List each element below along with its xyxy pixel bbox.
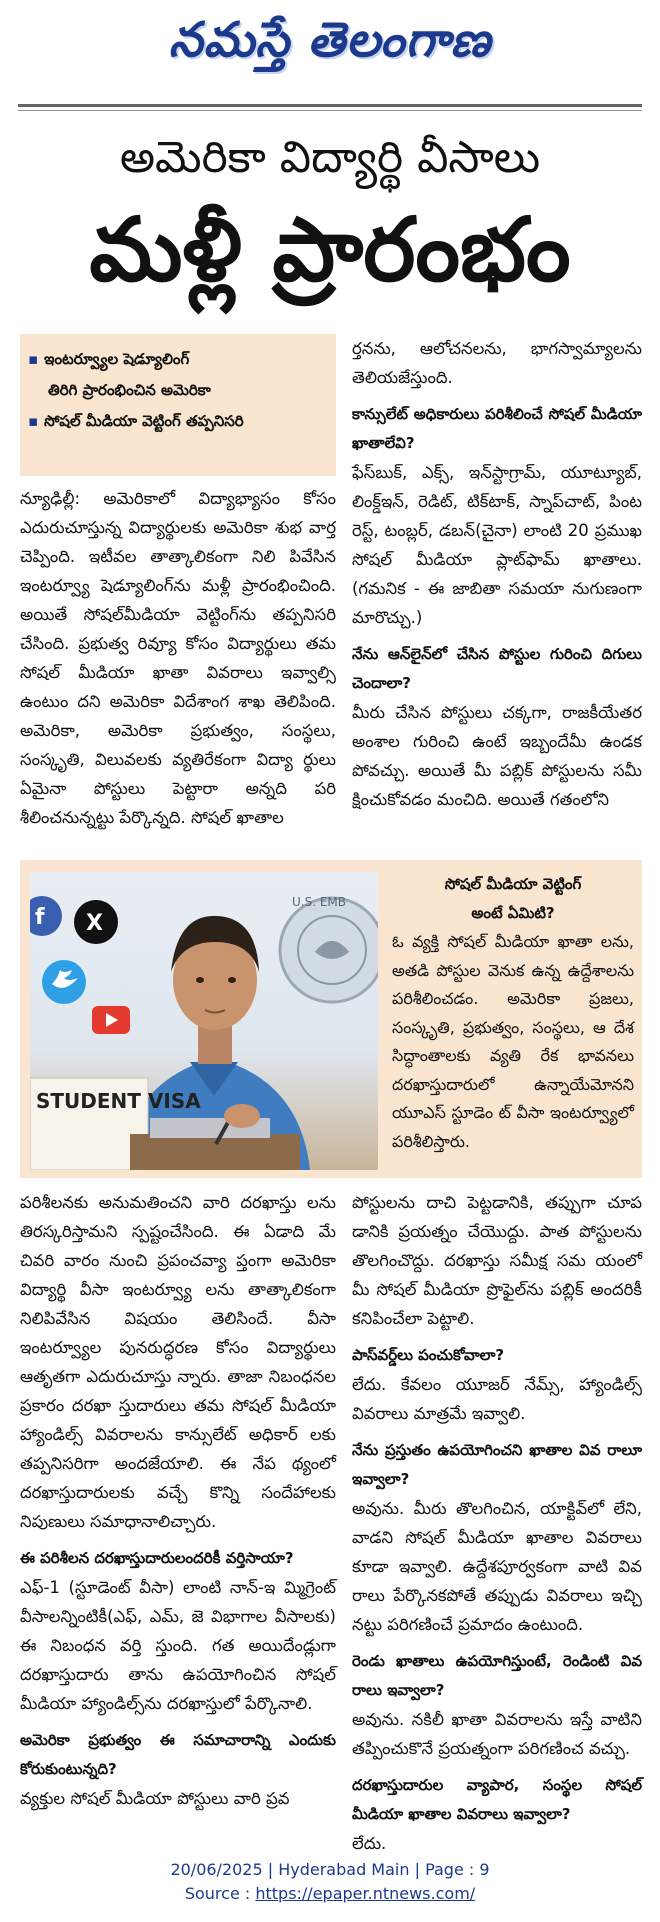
source-line: Source : https://epaper.ntnews.com/ xyxy=(184,1884,476,1903)
faq-question: ఈ పరిశీలన దరఖాస్తుదారులందరికీ వర్తిసాయా? xyxy=(20,1549,294,1567)
svg-text:f: f xyxy=(35,905,45,930)
highlight-item-continued: తిరిగి ప్రారంభించిన అమెరికా xyxy=(48,381,211,399)
article-column-3 xyxy=(20,1188,336,1813)
svg-text:X: X xyxy=(86,911,103,936)
feature-body: ఓ వ్యక్తి సోషల్ మీడియా ఖాతా లను, అతడి పోస్టుల వెనుక ఉన్న ఉద్దేశాలను పరిశీలించడం. అమెరికా ప్రజలు, సంస్కృతి, ప్రభుత్వం, సంస్థలు, ఆ దేశ సిద్ధాంతాలకు వ్యతి రేక భావనలు దరఖాస్తుదారులో ఉన్నాయేమోనని యూఎస్ స్టూడెం ట్ వీసా ఇంటర్వ్యూలో పరిశీలిస్తారు. xyxy=(392,932,634,1151)
faq-answer: వ్యక్తుల సోషల్ మీడియా పోస్టులు వారి ప్రవ xyxy=(20,1789,290,1808)
article-paragraph: న్యూఢిల్లీ: అమెరికాలో విద్యాభ్యాసం కోసం ఎదురుచూస్తున్న విద్యార్థులకు అమెరికా శుభ వార్త చెప్పింది. ఇటీవల తాత్కాలికంగా నిలి పివేసిన ఇంటర్వ్యూ షెడ్యూలింగ్‌ను మళ్లీ ప్రారంభించింది. అయితే సోషల్‌మీడియా వెట్టింగ్‌ను తప్పనిసరి చేసింది. ప్రభుత్వ రివ్యూ కోసం విద్యార్థులు తమ సోషల్ మీడియా ఖాతా వివరాలు ఇవ్వాల్సి ఉంటుం దని అమెరికా విదేశాంగ శాఖ తెలిపింది. అమెరికా, అమెరికా ప్రభుత్వం, సంస్థలు, సంస్కృతి, విలువలకు వ్యతిరేకంగా విద్యా ర్థులు ఏమైనా పోస్టులు పెట్టారా అన్నది పరి శీలించనున్నట్టు పేర్కొన్నది. సోషల్ ఖాతాల xyxy=(20,489,336,827)
article-paragraph: ర్తనను, ఆలోచనలను, భాగస్వామ్యాలను తెలియజేస్తుంది. xyxy=(352,339,642,387)
edition-info: 20/06/2025 | Hyderabad Main | Page : 9 xyxy=(170,1860,490,1879)
desk xyxy=(130,1134,300,1170)
newspaper-logo: నమస్తే తెలంగాణ xyxy=(168,12,492,68)
article-paragraph: పోస్టులను దాచి పెట్టడానికి, తప్పుగా చూప డానికి ప్రయత్నం చేయొద్దు. పాత పోస్టులను తొలగించొద్దు. దరఖాస్తు సమీక్ష సమ యంలో మీ సోషల్ మీడియా ప్రొఫైల్‌ను పబ్లిక్ అందరికీ కనిపించేలా పెట్టాలి. xyxy=(352,1193,642,1328)
masthead xyxy=(0,0,660,92)
page-footer xyxy=(0,1858,660,1906)
highlight-item: ▪ సోషల్ మీడియా వెట్టింగ్ తప్పనిసరి xyxy=(28,412,244,430)
article-column-1 xyxy=(20,484,336,832)
seal-text: U.S. EMB xyxy=(292,895,347,909)
faq-question: నేను ఆన్‌లైన్‌లో చేసిన పోస్టుల గురించి దిగులు చెందాలా? xyxy=(352,645,642,692)
faq-answer: మీరు చేసిన పోస్టులు చక్కగా, రాజకీయేతర అంశాల గురించి ఉంటే ఇబ్బందేమీ ఉండక పోవచ్చు. అయితే మీ పబ్లిక్ పోస్టులను సమీ క్షించుకోవడం మంచిది. అయితే గతంలోని xyxy=(352,703,642,809)
visa-document-text: STUDENT VISA xyxy=(36,1089,201,1113)
highlight-item: ▪ ఇంటర్వ్యూల షెడ్యూలింగ్ xyxy=(28,350,190,368)
faq-question: పాస్‌వర్డ్‌లు పంచుకోవాలా? xyxy=(352,1346,505,1364)
feature-title: సోషల్ మీడియా వెట్టింగ్ xyxy=(444,875,582,893)
masthead-rule xyxy=(18,104,642,107)
feature-text xyxy=(392,870,634,1156)
article-paragraph: పరిశీలనకు అనుమతించని వారి దరఖాస్తు లను తిరస్కరిస్తామని స్పష్టంచేసింది. ఈ ఏడాది మే చివరి వారం నుంచి ప్రపంచవ్యా ప్తంగా అమెరికా విద్యార్థి వీసా ఇంటర్వ్యూ లను తాత్కాలికంగా నిలిపివేసిన విషయం తెలిసిందే. వీసా ఇంటర్వ్యూల పునరుద్ధరణ కోసం విద్యార్థులు ఆతృతగా ఎదురుచూస్తు న్నారు. తాజా నిబంధనల ప్రకారం దరఖా స్తుదారులు తమ సోషల్ మీడియా హ్యాండిల్స్ వివరాలను కాన్సులేట్ అధికార్ లకు తప్పనిసరిగా అందజేయాలి. ఈ నేప థ్యంలో దరఖాస్తుదారులకు వచ్చే కొన్ని సందేహాలకు నిపుణులు సమాధానాలిచ్చారు. xyxy=(20,1193,336,1531)
faq-answer: ఎఫ్-1 (స్టూడెంట్ వీసా) లాంటి నాన్-ఇ మ్మిగ్రెంట్ వీసాలన్నింటికీ(ఎఫ్, ఎమ్, జె విభాగాల వీసాలకు) ఈ నిబంధన వర్తి స్తుంది. గత అయిదేండ్లుగా దరఖాస్తుదారు తాను ఉపయోగించిన సోషల్ మీడియా హ్యాండిల్స్‌ను దరఖాస్తులో పేర్కొనాలి. xyxy=(20,1578,336,1713)
masthead-rule-thin xyxy=(18,110,642,111)
headline-main: మళ్లీ ప్రారంభం xyxy=(89,198,571,301)
headline-kicker: అమెరికా విద్యార్థి వీసాలు xyxy=(119,132,541,183)
faq-answer: ఫేస్‌బుక్, ఎక్స్, ఇన్‌స్టాగ్రామ్, యూట్యూబ్, లింక్డ్ఇన్, రెడిట్, టిక్‌టాక్, స్నాప్‌చాట్, పింట రెస్ట్, టంబ్లర్, డబన్(చైనా) లాంటి 20 ప్రముఖ సోషల్ మీడియా ప్లాట్‌ఫామ్ ఖాతాలు. (గమనిక - ఈ జాబితా సమయా నుగుణంగా మారొచ్చు.) xyxy=(352,463,642,627)
faq-answer: లేదు. కేవలం యూజర్ నేమ్స్, హ్యాండిల్స్ వివరాలు మాత్రమే ఇవ్వాలి. xyxy=(352,1375,642,1423)
highlights-box xyxy=(20,334,336,476)
bullet-icon: ▪ xyxy=(28,350,39,368)
faq-answer: అవును. మీరు తొలగించిన, యాక్టివ్‌లో లేని, వాడని సోషల్ మీడియా ఖాతాల వివరాలు కూడా ఇవ్వాలి. ఉద్దేశపూర్వకంగా వాటి వివ రాలు పేర్కొనకపోతే తప్పుడు వివరాలు ఇచ్చి నట్టు పరిగణించే ప్రమాదం ఉంటుంది. xyxy=(352,1499,642,1634)
faq-answer: అవును. నకిలీ ఖాతా వివరాలను ఇస్తే వాటిని తప్పించుకొనే ప్రయత్నంగా పరిగణించ వచ్చు. xyxy=(352,1710,642,1758)
faq-question: కాన్సులేట్ అధికారులు పరిశీలించే సోషల్ మీడియా ఖాతాలేవి? xyxy=(352,405,642,452)
article-column-2 xyxy=(352,334,642,814)
illustration-svg xyxy=(30,872,378,1170)
article-column-4 xyxy=(352,1188,642,1858)
faq-answer: లేదు. xyxy=(352,1834,387,1853)
feature-box xyxy=(20,860,642,1178)
source-link[interactable]: https://epaper.ntnews.com/ xyxy=(255,1884,476,1903)
feature-title-line2: అంటే ఏమిటి? xyxy=(471,904,555,922)
student-visa-illustration xyxy=(30,872,378,1170)
faq-question: రెండు ఖాతాలు ఉపయోగిస్తుంటే, రెండింటి వివ రాలు ఇవ్వాలా? xyxy=(352,1652,642,1699)
bullet-icon: ▪ xyxy=(28,412,39,430)
faq-question: అమెరికా ప్రభుత్వం ఈ సమాచారాన్ని ఎందుకు కోరుకుంటున్నది? xyxy=(20,1731,336,1778)
faq-question: దరఖాస్తుదారుల వ్యాపార, సంస్థల సోషల్ మీడియా ఖాతాల వివరాలు ఇవ్వాలా? xyxy=(352,1776,642,1823)
faq-question: నేను ప్రస్తుతం ఉపయోగించని ఖాతాల వివ రాలూ ఇవ్వాలా? xyxy=(352,1441,642,1488)
